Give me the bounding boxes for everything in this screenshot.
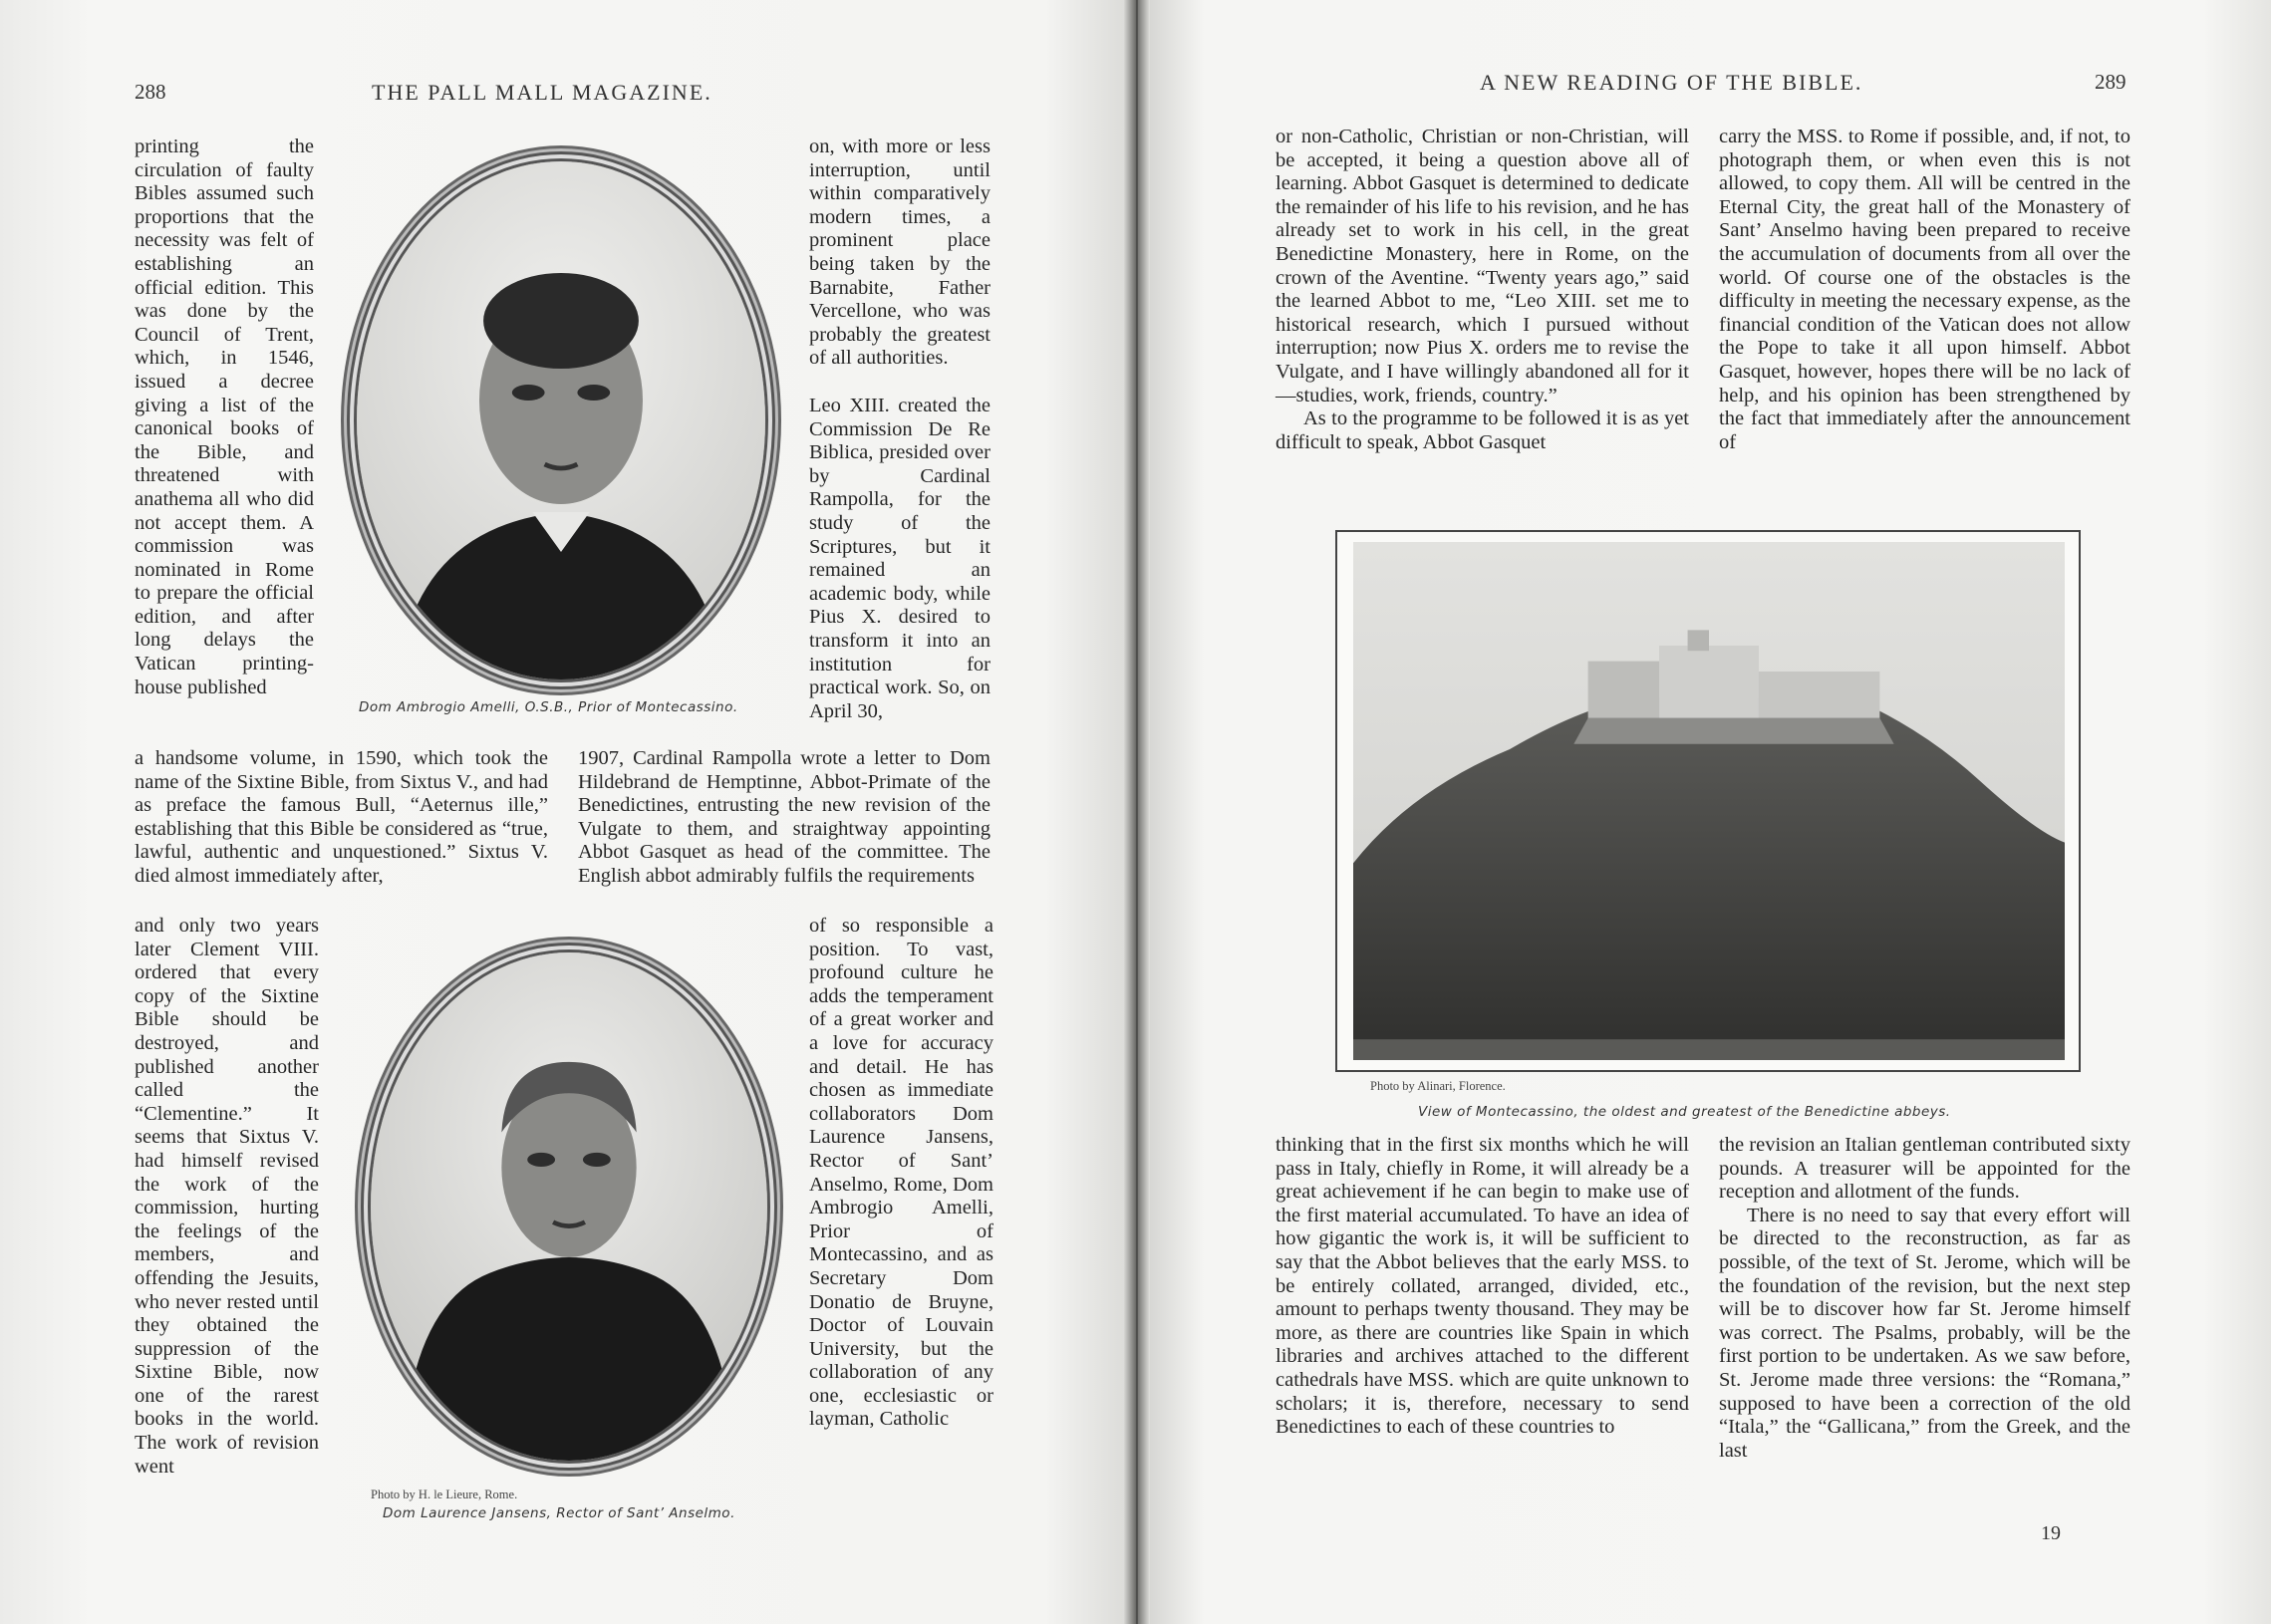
portrait-amelli-image bbox=[347, 151, 775, 689]
right-col-top-text: on, with more or less interruption, until within comparatively modern times, a prominent place being taken by the Barnabite, Father Vercellone, who was probably the greatest of all authorities. bbox=[809, 135, 991, 370]
running-head-right: A NEW READING OF THE BIBLE. bbox=[1480, 70, 1863, 95]
right-col2-bottom bbox=[1719, 1134, 2130, 1463]
right-col1-top-p2: As to the programme to be followed it is as yet difficult to speak, Abbot Gasquet bbox=[1276, 407, 1689, 453]
photo-credit: Photo by Alinari, Florence. bbox=[1370, 1079, 1506, 1093]
right-col2-top: carry the MSS. to Rome if possible, and, if not, to photograph them, or when even this is not allowed, to copy them. All will be centred in the Eternal City, the great hall of the Monastery of Sant’ Anselmo having been prepared to receive the accumulation of documents from all over the world. Of course one of the obstacles is the difficulty in meeting the necessary expense, as the financial condition of the Vatican does not allow the Pope to take it all upon himself. Abbot Gasquet, however, hopes there will be no lack of help, and his opinion has been strengthened by the fact that immediately after the announcement of bbox=[1719, 126, 2130, 453]
running-head-left: THE PALL MALL MAGAZINE. bbox=[372, 80, 712, 105]
portrait-jansens-image bbox=[361, 943, 777, 1471]
signature-mark: 19 bbox=[2041, 1522, 2061, 1544]
right-col1-top-p1: or non-Catholic, Christian or non-Christian, will be accepted, it being a question above all of learning. Abbot Gasquet is determined to dedicate the remainder of his life to his revision, and he has already set to work in his cell, in the great Benedictine Monastery, here in Rome, on the crown of the Aventine. “Twenty years ago,” said the learned Abbot to me, “Leo XIII. set me to historical research, which I pursued without interruption; now Pius X. orders me to revise the Vulgate, and I have willingly abandoned all for it—studies, work, friends, country.” bbox=[1276, 126, 1690, 406]
portrait2-credit: Photo by H. le Lieure, Rome. bbox=[371, 1488, 518, 1501]
montecassino-photo bbox=[1335, 530, 2081, 1072]
right-col1-bottom: thinking that in the first six months which he will pass in Italy, chiefly in Rome, it will already be a great achievement if he can begin to make use of the first material accumulated. To have an idea of how gigantic the work is, it will be sufficient to say that the Abbot believes that the early MSS. to be entirely collated, arranged, divided, etc., amount to perhaps twenty thousand. They may be more, as there are countries like Spain in which libraries and archives attached to the different cathedrals have MSS. which are quite unknown to scholars; it is, therefore, necessary to send Benedictines to each of these countries to bbox=[1276, 1134, 1689, 1439]
full-width-left-text: a handsome volume, in 1590, which took the name of the Sixtine Bible, from Sixtus V., and had as preface the famous Bull, “Aeternus ille,” establishing that this Bible be considered as “true, lawful, authentic and unquestioned.” Sixtus V. died almost immediately after, bbox=[135, 747, 548, 887]
right-col2-bottom-p2: There is no need to say that every effort will be directed to the reconstruction, as far as possible, of the text of St. Jerome, which will be the foundation of the revision, but the next step will be to discover how far St. Jerome himself was correct. The Psalms, probably, will be the first portion to be undertaken. As we saw before, St. Jerome made three versions: the “Romana,” supposed to have been a correction of the old “Itala,” the “Gallicana,” from the Greek, and the last bbox=[1719, 1204, 2130, 1462]
page-number-left: 288 bbox=[135, 80, 166, 104]
right-col-top-text-2: Leo XIII. created the Commission De Re Biblica, presided over by Cardinal Rampolla, for the study of the Scriptures, but it remained an academic body, while Pius X. desired to transform it into an institution for practical work. So, on April 30, bbox=[809, 395, 991, 722]
right-col2-bottom-p1: the revision an Italian gentleman contributed sixty pounds. A treasurer will be appointed for the reception and allotment of the funds. bbox=[1719, 1134, 2130, 1204]
portrait2-caption: Dom Laurence Jansens, Rector of Sant’ Anselmo. bbox=[383, 1505, 735, 1521]
left-col-top-text: printing the circulation of faulty Bibles assumed such proportions that the necessity was felt of establishing an official edition. This was done by the Council of Trent, which, in 1546, issued a decree giving a list of the canonical books of the Bible, and threatened with anathema all who did not accept them. A commission was nominated in Rome to prepare the official edition, and after long delays the Vatican printing-house published bbox=[135, 135, 314, 698]
full-width-right-text: 1907, Cardinal Rampolla wrote a letter to Dom Hildebrand de Hemptinne, Abbot-Primate of the Benedictines, entrusting the new revision of the Vulgate to them, and straightway appointing Abbot Gasquet as head of the committee. The English abbot admirably fulfils the requirements bbox=[578, 747, 991, 887]
portrait1-caption: Dom Ambrogio Amelli, O.S.B., Prior of Montecassino. bbox=[359, 699, 738, 715]
right-col-bottom-text: of so responsible a position. To vast, profound culture he adds the temperament of a great worker and a love for accuracy and detail. He has chosen as immediate collaborators Dom Laurence Jansens, Rector of Sant’ Anselmo, Rome, Dom Ambrogio Amelli, Prior of Montecassino, and as Secretary Dom Donatio de Bruyne, Doctor of Louvain University, but the collaboration of any one, ecclesiastic or layman, Catholic bbox=[809, 915, 994, 1431]
right-col1-top bbox=[1276, 126, 1689, 454]
left-col-bottom-text: and only two years later Clement VIII. ordered that every copy of the Sixtine Bible should be destroyed, and published another called the “Clementine.” It seems that Sixtus V. had himself revised the work of the commission, hurting the feelings of the members, and offending the Jesuits, who never rested until they obtained the suppression of the Sixtine Bible, now one of the rarest books in the world. The work of revision went bbox=[135, 915, 319, 1478]
book-gutter bbox=[1124, 0, 1150, 1624]
photo-caption: View of Montecassino, the oldest and greatest of the Benedictine abbeys. bbox=[1418, 1104, 1951, 1120]
page-number-right: 289 bbox=[2095, 70, 2127, 94]
